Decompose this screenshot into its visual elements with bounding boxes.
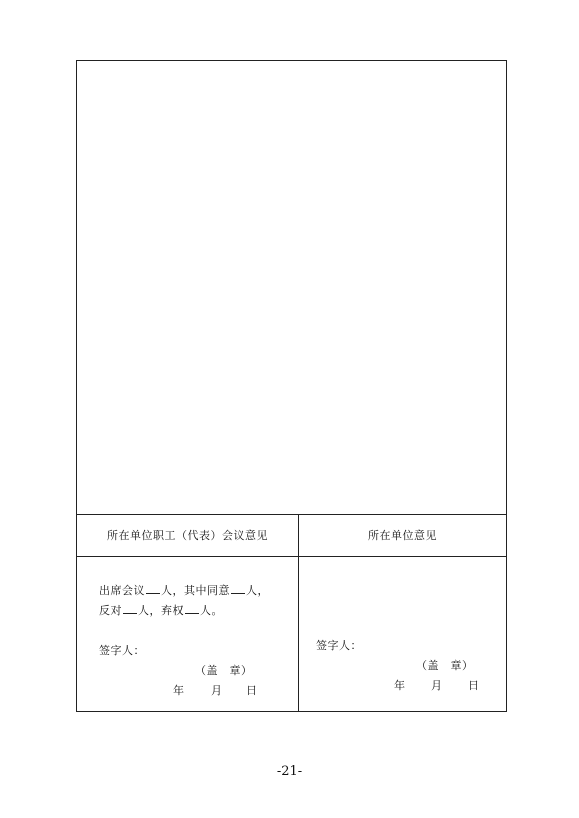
- vote-line: [99, 602, 223, 618]
- header-unit-opinion: 所在单位意见: [368, 529, 437, 542]
- attend-prefix: 出席会议: [99, 584, 145, 597]
- right-seal-label: （盖 章）: [416, 659, 474, 672]
- left-signer-label: 签字人：: [99, 644, 145, 657]
- attend-unit: 人，其中同意: [161, 584, 230, 597]
- opinion-form-table: [76, 60, 507, 712]
- page-number: -21-: [276, 764, 303, 779]
- right-year-label: 年: [394, 679, 406, 692]
- left-seal-label: （盖 章）: [195, 664, 253, 677]
- left-month-label: 月: [211, 684, 223, 697]
- attendance-line: [99, 582, 269, 598]
- right-month-label: 月: [431, 679, 443, 692]
- right-signer-label: 签字人：: [316, 639, 362, 652]
- abstain-unit: 人。: [200, 604, 223, 617]
- attend-count-blank: [146, 582, 160, 594]
- abstain-count-blank: [185, 602, 199, 614]
- right-day-label: 日: [468, 679, 480, 692]
- left-year-label: 年: [173, 684, 185, 697]
- blank-content-area: [77, 61, 506, 515]
- oppose-unit: 人，弃权: [138, 604, 184, 617]
- oppose-prefix: 反对: [99, 604, 122, 617]
- agree-count-blank: [231, 582, 245, 594]
- left-day-label: 日: [246, 684, 258, 697]
- table-header-row: [77, 514, 506, 557]
- oppose-count-blank: [123, 602, 137, 614]
- column-divider: [298, 514, 299, 711]
- agree-unit: 人，: [246, 584, 269, 597]
- header-employee-meeting-opinion: 所在单位职工（代表）会议意见: [107, 529, 268, 542]
